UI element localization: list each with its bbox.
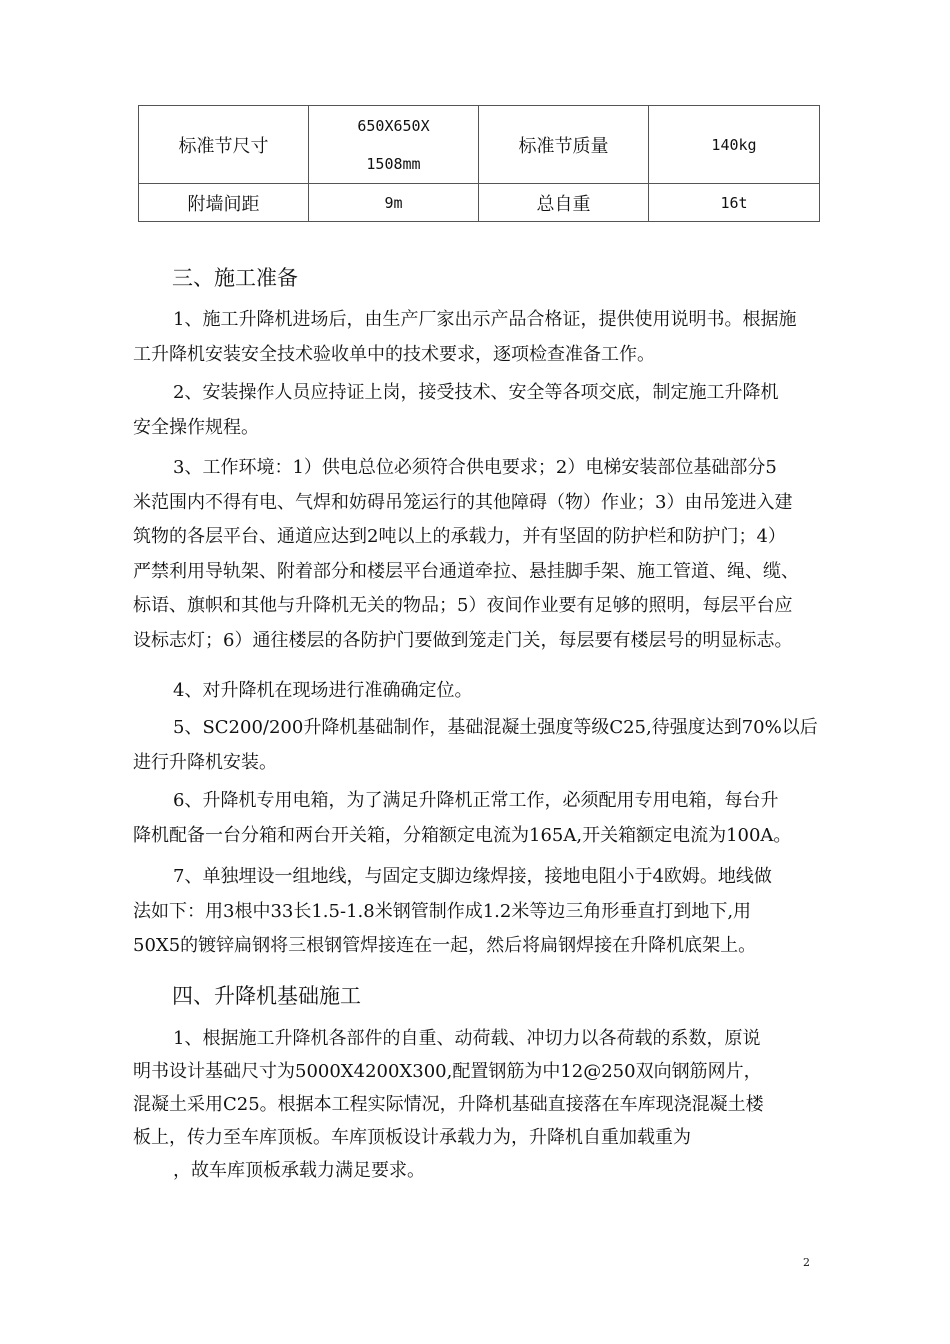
text-line: 进行升降机安装。: [133, 751, 277, 773]
paragraph: [133, 451, 833, 658]
text-line: 法如下：用3根中33长1.5-1.8米钢管制作成1.2米等边三角形垂直打到地下,用: [133, 900, 752, 922]
text-line: 严禁利用导轨架、附着部分和楼层平台通道牵拉、悬挂脚手架、施工管道、绳、缆、: [133, 560, 799, 582]
text-line: 安全操作规程。: [133, 416, 259, 438]
table-cell-value: 140kg: [649, 106, 820, 184]
text-line: 2、安装操作人员应持证上岗，接受技术、安全等各项交底，制定施工升降机: [173, 382, 779, 403]
paragraph: [133, 1022, 833, 1187]
text-line: 标语、旗帜和其他与升降机无关的物品；5）夜间作业要有足够的照明，每层平台应: [133, 595, 793, 616]
page-number: 2: [803, 1256, 810, 1269]
text-line: 1、施工升降机进场后，由生产厂家出示产品合格证，提供使用说明书。根据施: [173, 309, 797, 330]
paragraph: [133, 784, 833, 853]
text-line: 工升降机安装安全技术验收单中的技术要求，逐项检查准备工作。: [133, 343, 655, 365]
text-line: 降机配备一台分箱和两台开关箱，分箱额定电流为165A,开关箱额定电流为100A。: [133, 824, 792, 846]
text-line: 板上，传力至车库顶板。车库顶板设计承载力为，升降机自重加载重为: [133, 1127, 691, 1148]
text-line: 6、升降机专用电箱，为了满足升降机正常工作，必须配用专用电箱，每台升: [173, 790, 779, 811]
text-line: 米范围内不得有电、气焊和妨碍吊笼运行的其他障碍（物）作业；3）由吊笼进入建: [133, 491, 793, 513]
section-heading: 三、施工准备: [172, 266, 298, 290]
text-line: 明书设计基础尺寸为5000X4200X300,配置钢筋为中12@250双向钢筋网片，: [133, 1061, 762, 1082]
text-line: 筑物的各层平台、通道应达到2吨以上的承载力，并有坚固的防护栏和防护门；4）: [133, 526, 786, 547]
text-line: 混凝土采用C25。根据本工程实际情况，升降机基础直接落在车库现浇混凝土楼: [133, 1094, 764, 1115]
cell-line: 650X650X: [357, 116, 430, 135]
table-cell-label: 标准节质量: [479, 106, 649, 184]
text-line: 1、根据施工升降机各部件的自重、动荷载、冲切力以各荷载的系数，原说: [173, 1028, 761, 1049]
table-cell-label: 总自重: [479, 184, 649, 222]
paragraph: [133, 674, 833, 709]
text-line: 设标志灯；6）通往楼层的各防护门要做到笼走门关，每层要有楼层号的明显标志。: [133, 629, 793, 651]
text-line: 5、SC200/200升降机基础制作，基础混凝土强度等级C25,待强度达到70%以后: [173, 717, 818, 738]
section-heading: 四、升降机基础施工: [172, 984, 361, 1008]
paragraph: [133, 376, 833, 445]
table-cell-value: [309, 106, 479, 184]
text-line: 3、工作环境：1）供电总位必须符合供电要求；2）电梯安装部位基础部分5: [173, 457, 777, 478]
table-row: [139, 106, 820, 184]
text-line: ，故车库顶板承载力满足要求。: [173, 1160, 425, 1181]
text-line: 4、对升降机在现场进行准确确定位。: [173, 680, 473, 701]
cell-line: 1508mm: [366, 154, 421, 173]
table-cell-value: 9m: [309, 184, 479, 222]
paragraph: [133, 303, 833, 372]
paragraph: [133, 711, 833, 780]
table-row: [139, 184, 820, 222]
text-line: 7、单独埋设一组地线，与固定支脚边缘焊接，接地电阻小于4欧姆。地线做: [173, 866, 772, 887]
table-cell-label: 标准节尺寸: [139, 106, 309, 184]
table-cell-value: 16t: [649, 184, 820, 222]
spec-table: [138, 105, 820, 222]
text-line: 50X5的镀锌扁钢将三根钢管焊接连在一起，然后将扁钢焊接在升降机底架上。: [133, 935, 757, 956]
table-cell-label: 附墙间距: [139, 184, 309, 222]
paragraph: [133, 860, 833, 964]
